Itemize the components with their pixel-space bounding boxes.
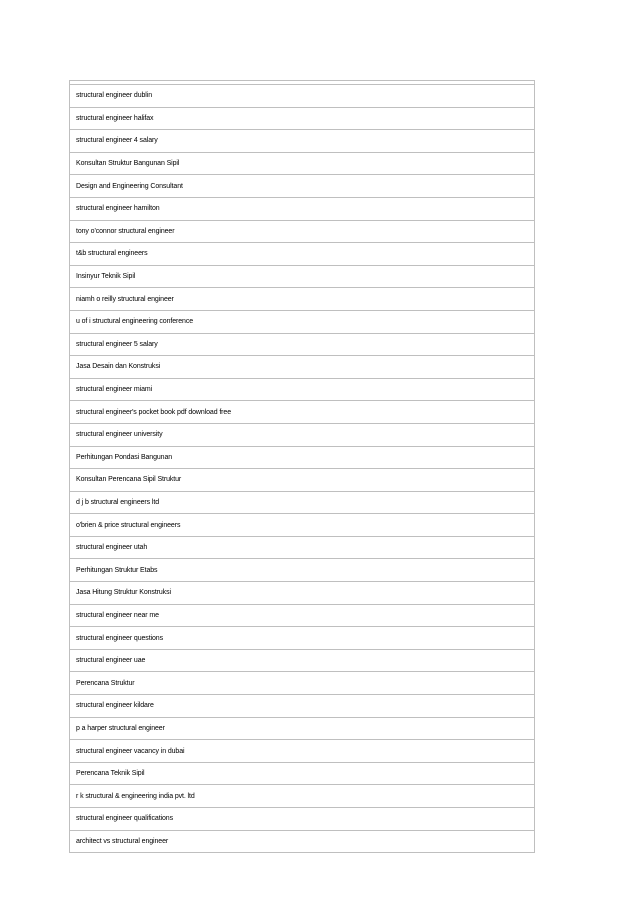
keyword-cell: structural engineer kildare <box>70 695 535 718</box>
keyword-cell: structural engineer questions <box>70 627 535 650</box>
table-row <box>70 740 535 763</box>
table-row <box>70 491 535 514</box>
keyword-cell: structural engineer dublin <box>70 85 535 108</box>
keyword-cell: p a harper structural engineer <box>70 717 535 740</box>
table-row <box>70 175 535 198</box>
keyword-cell: Design and Engineering Consultant <box>70 175 535 198</box>
keyword-cell: structural engineer 5 salary <box>70 333 535 356</box>
table-row <box>70 604 535 627</box>
keyword-cell: structural engineer qualifications <box>70 808 535 831</box>
keyword-cell: Perhitungan Struktur Etabs <box>70 559 535 582</box>
table-row <box>70 423 535 446</box>
keyword-cell: architect vs structural engineer <box>70 830 535 853</box>
keyword-cell: Konsultan Struktur Bangunan Sipil <box>70 152 535 175</box>
keyword-cell: structural engineer utah <box>70 536 535 559</box>
table-row <box>70 582 535 605</box>
table-row <box>70 672 535 695</box>
table-row <box>70 559 535 582</box>
keyword-cell: d j b structural engineers ltd <box>70 491 535 514</box>
table-row <box>70 152 535 175</box>
keyword-cell: Perencana Struktur <box>70 672 535 695</box>
table-row <box>70 762 535 785</box>
keyword-cell: structural engineer 4 salary <box>70 130 535 153</box>
keyword-cell: niamh o reilly structural engineer <box>70 288 535 311</box>
keyword-cell: structural engineer near me <box>70 604 535 627</box>
table-row <box>70 717 535 740</box>
keyword-cell: o'brien & price structural engineers <box>70 514 535 537</box>
keyword-cell: tony o'connor structural engineer <box>70 220 535 243</box>
table-row <box>70 649 535 672</box>
table-row <box>70 220 535 243</box>
table-row <box>70 288 535 311</box>
table-row <box>70 378 535 401</box>
table-row <box>70 446 535 469</box>
table-row <box>70 197 535 220</box>
keyword-cell: structural engineer university <box>70 423 535 446</box>
table-row <box>70 265 535 288</box>
table-row <box>70 830 535 853</box>
keyword-cell: structural engineer halifax <box>70 107 535 130</box>
keyword-cell: structural engineer's pocket book pdf download free <box>70 401 535 424</box>
keyword-cell: t&b structural engineers <box>70 243 535 266</box>
keyword-cell: structural engineer vacancy in dubai <box>70 740 535 763</box>
table-row <box>70 469 535 492</box>
keyword-cell: structural engineer hamilton <box>70 197 535 220</box>
keyword-cell: u of i structural engineering conference <box>70 310 535 333</box>
table-row <box>70 107 535 130</box>
keyword-cell: r k structural & engineering india pvt. ltd <box>70 785 535 808</box>
table-row <box>70 310 535 333</box>
keyword-cell: Insinyur Teknik Sipil <box>70 265 535 288</box>
table-row <box>70 401 535 424</box>
table-row <box>70 243 535 266</box>
keyword-table-body <box>70 81 535 853</box>
table-row <box>70 695 535 718</box>
keyword-cell: structural engineer miami <box>70 378 535 401</box>
table-row <box>70 356 535 379</box>
table-row <box>70 627 535 650</box>
keyword-cell: Perhitungan Pondasi Bangunan <box>70 446 535 469</box>
table-row <box>70 85 535 108</box>
table-row <box>70 130 535 153</box>
table-row <box>70 785 535 808</box>
table-row <box>70 333 535 356</box>
table-row <box>70 808 535 831</box>
keyword-cell: structural engineer uae <box>70 649 535 672</box>
keyword-cell: Konsultan Perencana Sipil Struktur <box>70 469 535 492</box>
table-row <box>70 536 535 559</box>
keyword-cell: Jasa Hitung Struktur Konstruksi <box>70 582 535 605</box>
keyword-cell: Jasa Desain dan Konstruksi <box>70 356 535 379</box>
keyword-cell: Perencana Teknik Sipil <box>70 762 535 785</box>
table-row <box>70 514 535 537</box>
keyword-table <box>69 80 535 853</box>
